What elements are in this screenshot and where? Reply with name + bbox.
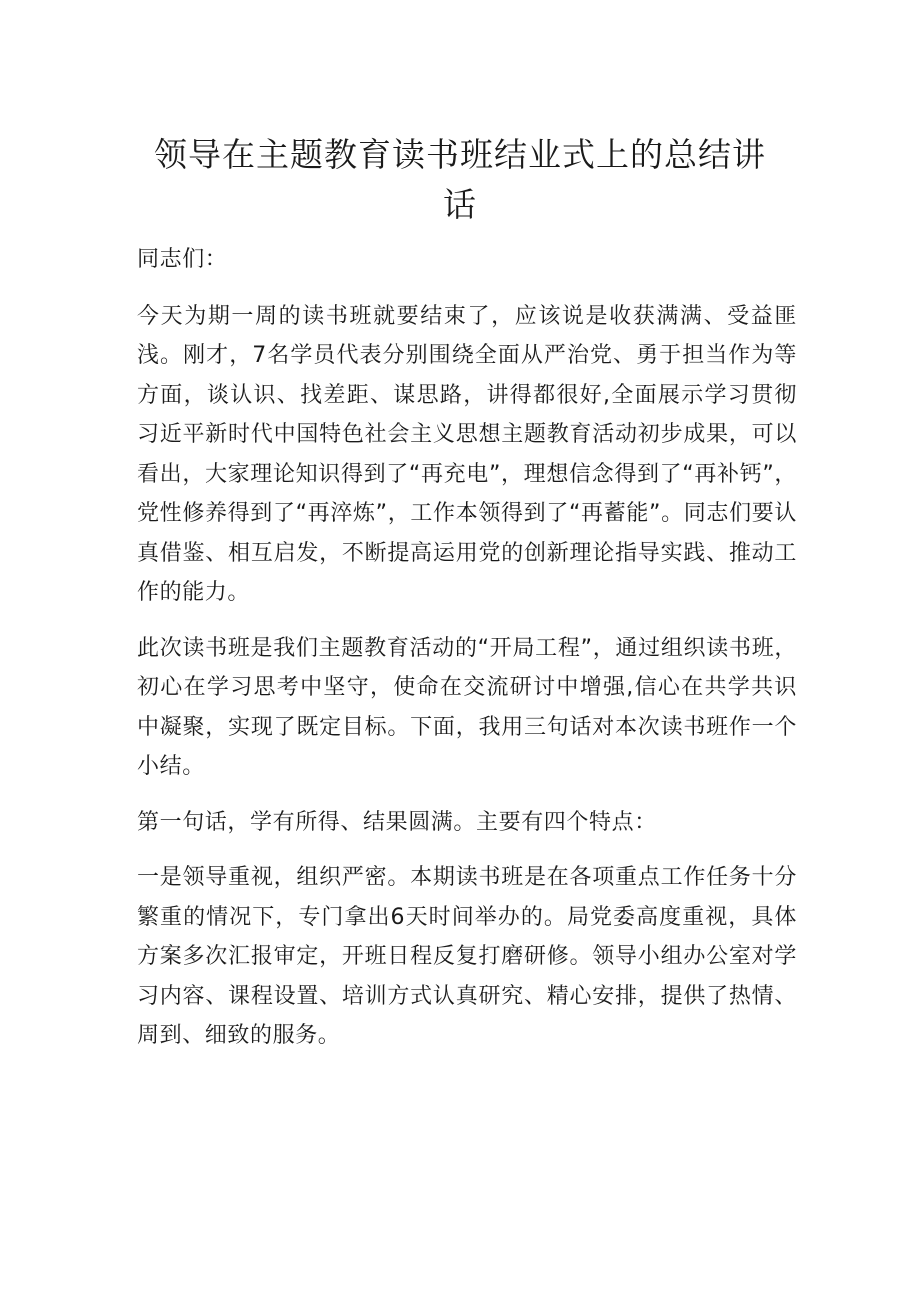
title-line-2: 话 xyxy=(443,185,477,224)
document-title xyxy=(120,130,800,230)
title-line-1: 领导在主题教育读书班结业式上的总结讲 xyxy=(154,135,766,174)
salutation: 同志们： xyxy=(137,247,228,272)
paragraph-leadership: 一是领导重视，组织严密。本期读书班是在各项重点工作任务十分繁重的情况下，专门拿出6天时间举办的。局党委高度重视，具体方案多次汇报审定，开班日程反复打磨研修。领导小组办公室对学习内容、课程设置、培训方式认真研究、精心安排，提供了热情、周到、细致的服务。 xyxy=(137,865,797,1048)
paragraph-summary-intro: 此次读书班是我们主题教育活动的“开局工程”，通过组织读书班，初心在学习思考中坚守，使命在交流研讨中增强,信心在共学共识中凝聚，实现了既定目标。下面，我用三句话对本次读书班作一个小结。 xyxy=(137,635,797,779)
paragraph-first-point: 第一句话，学有所得、结果圆满。主要有四个特点： xyxy=(137,809,657,835)
paragraph-opening: 今天为期一周的读书班就要结束了，应该说是收获满满、受益匪浅。刚才，7名学员代表分别围绕全面从严治党、勇于担当作为等方面，谈认识、找差距、谋思路，讲得都很好,全面展示学习贯彻习近平新时代中国特色社会主义思想主题教育活动初步成果，可以看出，大家理论知识得到了“再充电”，理想信念得到了“再补钙”，党性修养得到了“再淬炼”，工作本领得到了“再蓄能”。同志们要认真借鉴、相互启发，不断提高运用党的创新理论指导实践、推动工作的能力。 xyxy=(137,303,797,605)
document-body xyxy=(137,240,797,1072)
